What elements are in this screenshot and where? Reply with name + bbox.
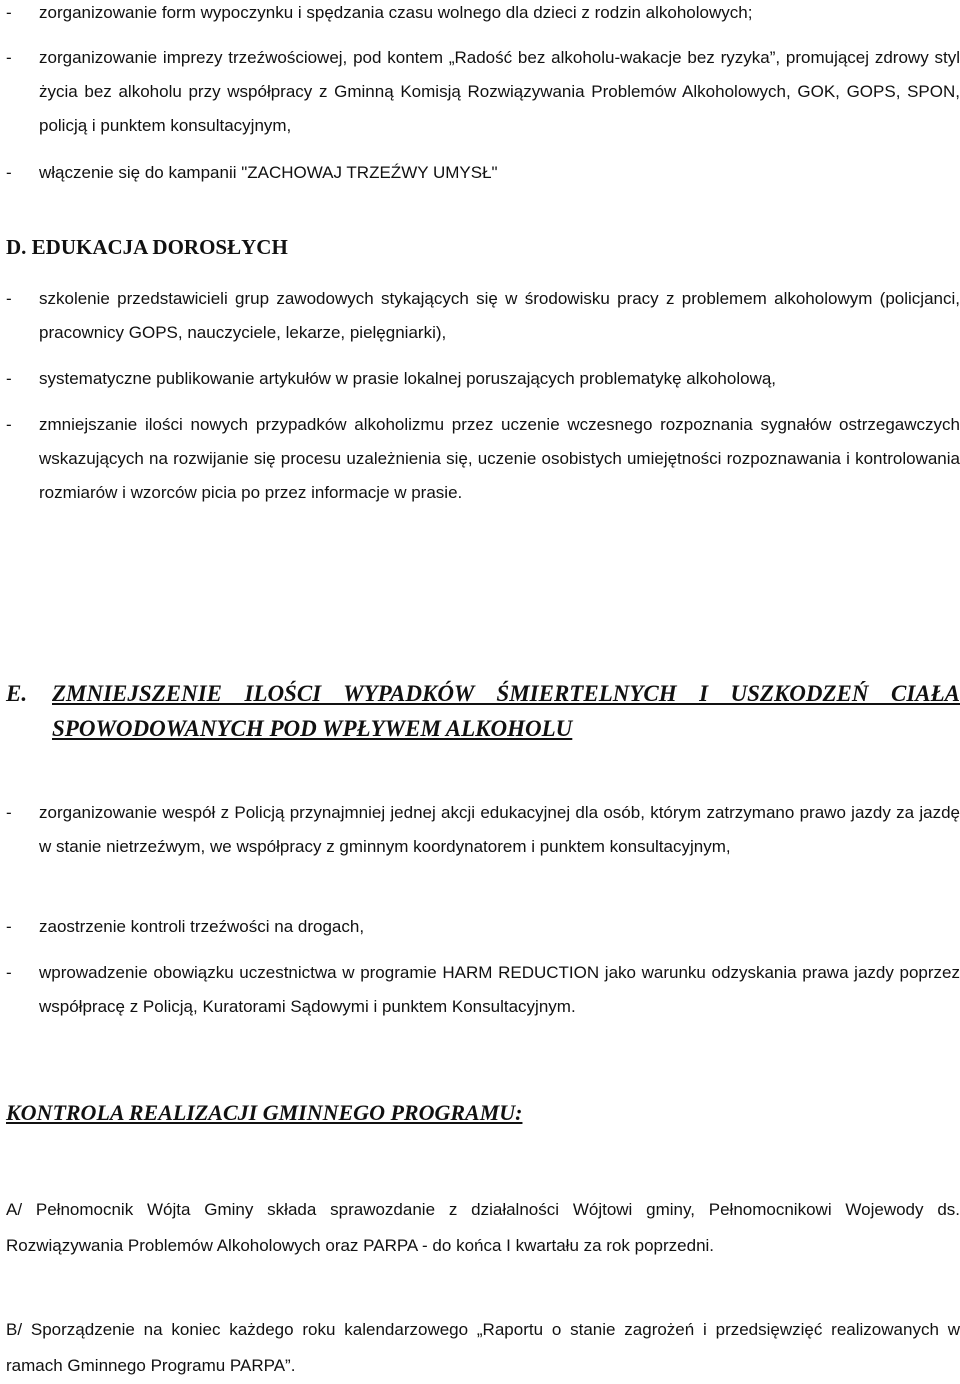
- list-item: [6, 0, 960, 30]
- list-item: [6, 408, 960, 510]
- kontrola-paragraph-b: B/ Sporządzenie na koniec każdego roku kalendarzowego „Raportu o stanie zagrożeń i przedsięwzięć realizowanych w ramach Gminnego Programu PARPA”.: [6, 1320, 960, 1375]
- list-item-text: wprowadzenie obowiązku uczestnictwa w programie HARM REDUCTION jako warunku odzyskania prawa jazdy poprzez współpracę z Policją, Kuratorami Sądowymi i punktem Konsultacyjnym.: [39, 963, 960, 1016]
- list-item: [6, 796, 960, 864]
- list-marker: -: [6, 963, 12, 982]
- list-item-text: zmniejszanie ilości nowych przypadków alkoholizmu przez uczenie wczesnego rozpoznania sygnałów ostrzegawczych wskazujących na rozwijanie się procesu uzależnienia się, uczenie osobistych umiejętności rozpoznawania i kontrolowania rozmiarów i wzorców picia po przez informacje w prasie.: [39, 415, 960, 502]
- list-item-text: zorganizowanie imprezy trzeźwościowej, pod kontem „Radość bez alkoholu-wakacje bez ryzyka”, promującej zdrowy styl życia bez alkoholu przy współpracy z Gminną Komisją Rozwiązywania Problemów Alkoholowych, GOK, GOPS, SPON, policją i punktem konsultacyjnym,: [39, 48, 960, 135]
- list-item-text: zorganizowanie form wypoczynku i spędzania czasu wolnego dla dzieci z rodzin alkoholowych;: [39, 3, 753, 22]
- list-item: [6, 282, 960, 350]
- list-item: [6, 362, 960, 396]
- section-e-heading: [6, 676, 960, 746]
- list-item-text: szkolenie przedstawicieli grup zawodowych stykających się w środowisku pracy z problemem alkoholowym (policjanci, pracownicy GOPS, nauczyciele, lekarze, pielęgniarki),: [39, 289, 960, 342]
- list-item-text: systematyczne publikowanie artykułów w prasie lokalnej poruszających problematykę alkoholową,: [39, 369, 777, 388]
- list-marker: -: [6, 289, 12, 308]
- section-e-letter: E.: [6, 681, 28, 706]
- list-marker: -: [6, 163, 12, 182]
- list-item: [6, 910, 960, 944]
- list-marker: -: [6, 3, 12, 22]
- list-marker: -: [6, 917, 12, 936]
- list-item: [6, 956, 960, 1024]
- kontrola-paragraph-a: A/ Pełnomocnik Wójta Gminy składa sprawozdanie z działalności Wójtowi gminy, Pełnomocnikowi Wojewody ds. Rozwiązywania Problemów Alkoholowych oraz PARPA - do końca I kwartału za rok poprzedni.: [6, 1200, 960, 1255]
- list-item-text: zorganizowanie wespół z Policją przynajmniej jednej akcji edukacyjnej dla osób, którym zatrzymano prawo jazdy za jazdę w stanie nietrzeźwym, we współpracy z gminnym koordynatorem i punktem konsultacyjnym,: [39, 803, 960, 856]
- list-marker: -: [6, 369, 12, 388]
- kontrola-heading: KONTROLA REALIZACJI GMINNEGO PROGRAMU:: [6, 1100, 523, 1125]
- list-item-text: zaostrzenie kontroli trzeźwości na drogach,: [39, 917, 365, 936]
- list-item-text: włączenie się do kampanii "ZACHOWAJ TRZEŹWY UMYSŁ": [39, 163, 498, 182]
- list-marker: -: [6, 415, 12, 434]
- list-item: [6, 156, 960, 190]
- section-e-title: ZMNIEJSZENIE ILOŚCI WYPADKÓW ŚMIERTELNYCH I USZKODZEŃ CIAŁA SPOWODOWANYCH POD WPŁYWEM ALKOHOLU: [52, 681, 960, 741]
- list-marker: -: [6, 803, 12, 822]
- section-d-heading: D. EDUKACJA DOROSŁYCH: [6, 235, 288, 259]
- list-item: [6, 41, 960, 143]
- list-marker: -: [6, 48, 12, 67]
